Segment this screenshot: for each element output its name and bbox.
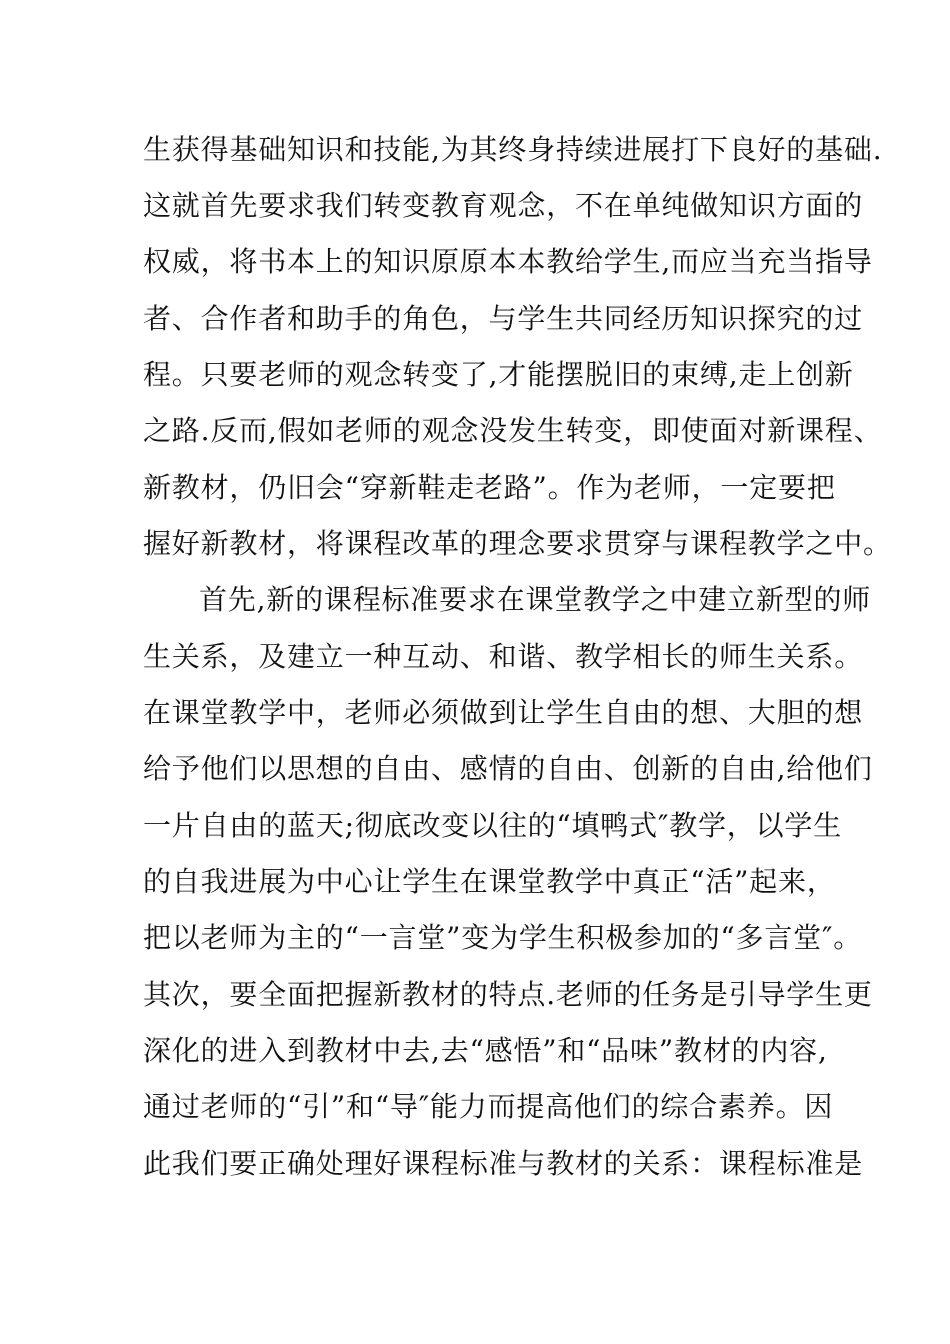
text-line-2: 这就首先要求我们转变教育观念，不在单纯做知识方面的 xyxy=(143,189,864,222)
text-line-17: 深化的进入到教材中去,去“感悟”和“品味”教材的内容, xyxy=(143,1034,828,1067)
text-line-4: 者、合作者和助手的角色，与学生共同经历知识探究的过 xyxy=(143,302,864,335)
paragraph-first-line: 首先,新的课程标准要求在课堂教学之中建立新型的师 xyxy=(199,583,872,616)
text-line-18: 通过老师的“引”和“导″能力而提高他们的综合素养。因 xyxy=(143,1090,834,1123)
text-line-7: 新教材，仍旧会“穿新鞋走老路”。作为老师，一定要把 xyxy=(143,471,836,504)
text-line-12: 给予他们以思想的自由、感情的自由、创新的自由,给他们 xyxy=(143,752,873,785)
text-line-14: 的自我进展为中心让学生在课堂教学中真正“活”起来， xyxy=(143,865,836,898)
text-line-16: 其次，要全面把握新教材的特点.老师的任务是引导学生更 xyxy=(143,978,873,1011)
text-line-8: 握好新教材，将课程改革的理念要求贯穿与课程教学之中。 xyxy=(143,527,892,560)
text-line-5: 程。只要老师的观念转变了,才能摆脱旧的束缚,走上创新 xyxy=(143,358,854,391)
text-line-13: 一片自由的蓝天;彻底改变以往的“填鸭式″教学，以学生 xyxy=(143,809,843,842)
text-line-11: 在课堂教学中，老师必须做到让学生自由的想、大胆的想 xyxy=(143,696,864,729)
text-line-15: 把以老师为主的“一言堂”变为学生积极参加的“多言堂″。 xyxy=(143,921,863,954)
text-line-10: 生关系，及建立一种互动、和谐、教学相长的师生关系。 xyxy=(143,640,864,673)
text-line-3: 权威，将书本上的知识原原本本教给学生,而应当充当指导 xyxy=(143,245,873,278)
text-line-6: 之路.反而,假如老师的观念没发生转变，即使面对新课程、 xyxy=(143,414,883,447)
text-line-19: 此我们要正确处理好课程标准与教材的关系：课程标准是 xyxy=(143,1147,864,1180)
text-line-1: 生获得基础知识和技能,为其终身持续进展打下良好的基础. xyxy=(143,133,883,166)
